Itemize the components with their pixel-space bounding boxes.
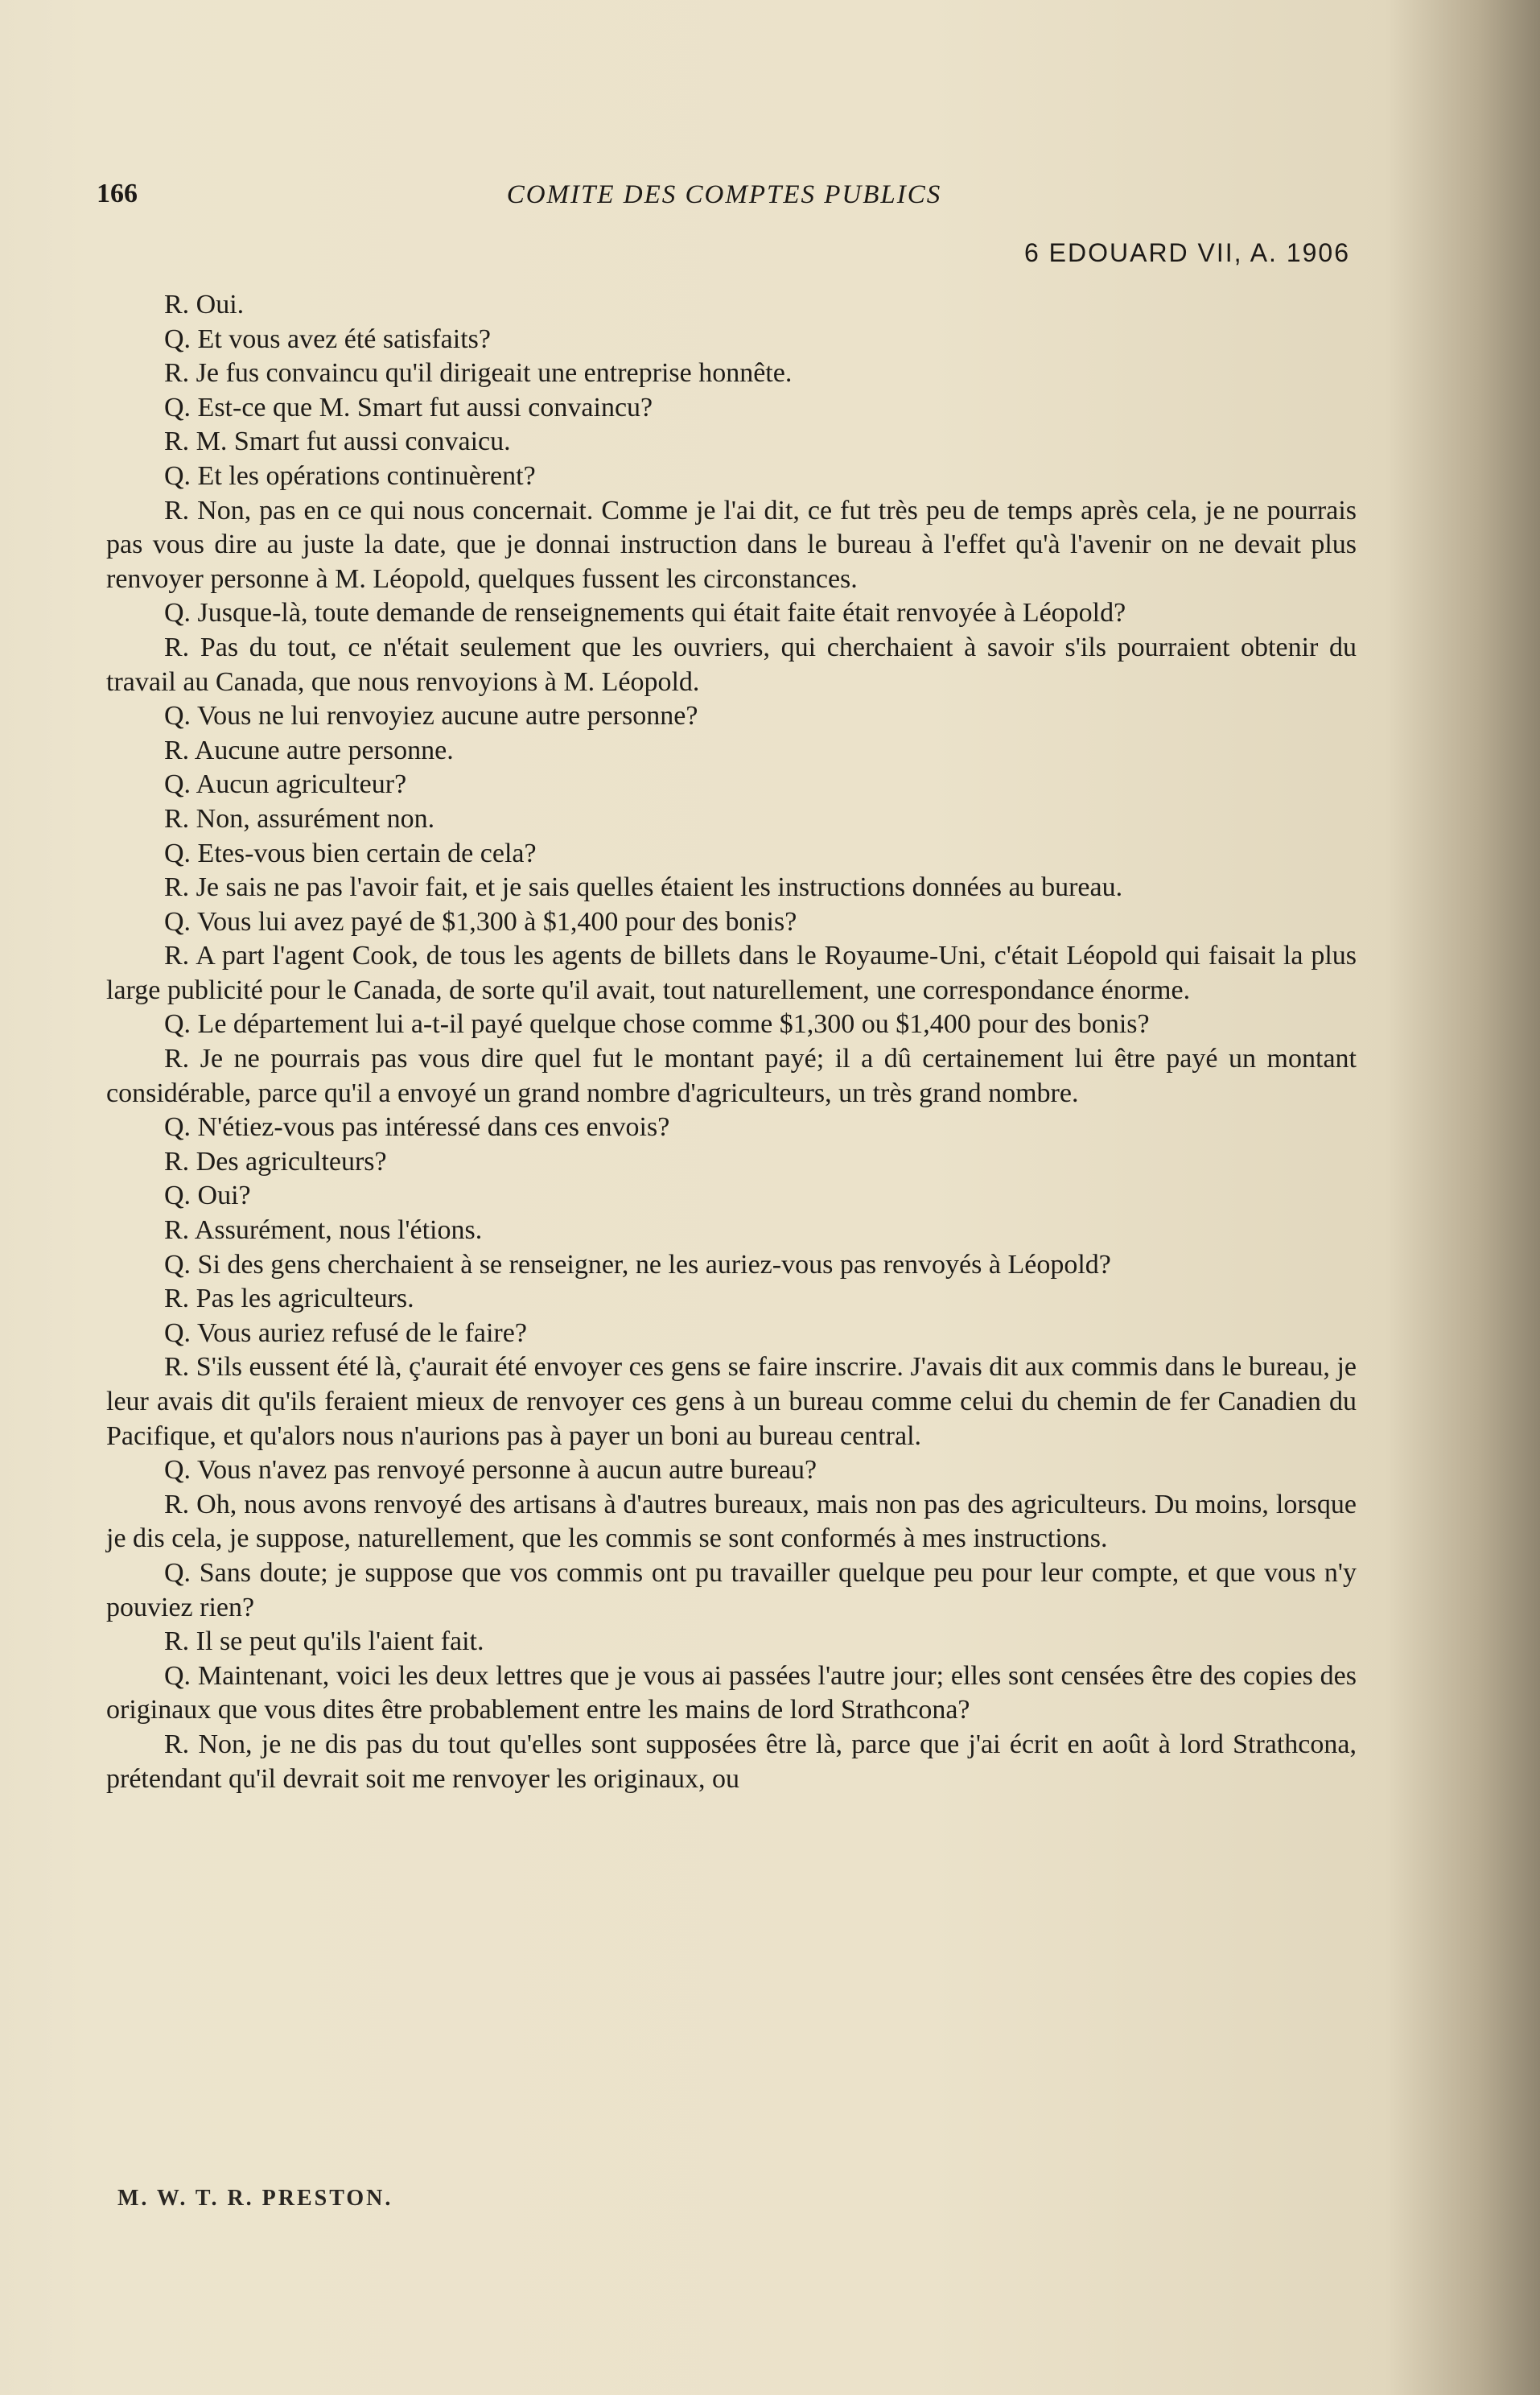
paragraph: R. Je fus convaincu qu'il dirigeait une entreprise honnête.: [164, 358, 793, 389]
page-header: [97, 179, 1352, 219]
paragraph: Q. Sans doute; je suppose que vos commis ont pu travailler quelque peu pour leur compte, et que vous n'y pouviez rien?: [106, 1557, 1357, 1622]
paragraph: Q. Aucun agriculteur?: [164, 769, 407, 800]
paragraph: R. Je sais ne pas l'avoir fait, et je sais quelles étaient les instructions données au bureau.: [164, 872, 1123, 903]
paragraph: R. Non, assurément non.: [164, 803, 435, 834]
paragraph: Q. Jusque-là, toute demande de renseignements qui était faite était renvoyée à Léopold?: [164, 598, 1126, 629]
paragraph: Q. Vous lui avez payé de $1,300 à $1,400 pour des bonis?: [164, 906, 797, 937]
transcript-body: [106, 288, 1357, 1796]
paragraph: R. Oui.: [164, 290, 245, 319]
paragraph: R. Je ne pourrais pas vous dire quel fut le montant payé; il a dû certainement lui être payé un montant considérable, parce qu'il a envoyé un grand nombre d'agriculteurs, un très grand nombre.: [106, 1044, 1357, 1108]
page-number: 166: [97, 179, 138, 208]
running-title: COMITE DES COMPTES PUBLICS: [506, 180, 942, 209]
paragraph: R. Non, je ne dis pas du tout qu'elles sont supposées être là, parce que j'ai écrit en août à lord Strathcona, prétendant qu'il devrait soit me renvoyer les originaux, ou: [106, 1729, 1357, 1794]
paragraph: R. Il se peut qu'ils l'aient fait.: [164, 1626, 484, 1657]
paragraph: R. S'ils eussent été là, ç'aurait été envoyer ces gens se faire inscrire. J'avais dit aux commis dans le bureau, je leur avais dit qu'ils feraient mieux de renvoyer ces gens à un bureau comme celui du chemin de fer Canadien du Pacifique, et qu'alors nous n'aurions pas à payer un boni au bureau central.: [106, 1352, 1357, 1451]
paragraph: Q. Le département lui a-t-il payé quelque chose comme $1,300 ou $1,400 pour des bonis?: [164, 1009, 1150, 1040]
paragraph: Q. Maintenant, voici les deux lettres que je vous ai passées l'autre jour; elles sont censées être des copies des originaux que vous dites être probablement entre les mains de lord Strathcona?: [106, 1660, 1357, 1725]
paragraph: Q. Et vous avez été satisfaits?: [164, 324, 491, 354]
paragraph: Q. Est-ce que M. Smart fut aussi convaincu?: [164, 392, 653, 423]
paragraph: R. Aucune autre personne.: [164, 735, 454, 765]
paragraph: R. M. Smart fut aussi convaicu.: [164, 427, 511, 457]
paragraph: R. A part l'agent Cook, de tous les agents de billets dans le Royaume-Uni, c'était Léopold qui faisait la plus large publicité pour le Canada, de sorte qu'il avait, tout naturellement, une correspondance énorme.: [106, 941, 1357, 1005]
footer-signature: M. W. T. R. PRESTON.: [117, 2186, 393, 2211]
paragraph: Q. Et les opérations continuèrent?: [164, 460, 536, 491]
paragraph: Q. Etes-vous bien certain de cela?: [164, 838, 537, 868]
paragraph: R. Oh, nous avons renvoyé des artisans à d'autres bureaux, mais non pas des agriculteurs. Du moins, lorsque je dis cela, je suppose, naturellement, que les commis se sont conformés à mes instructions.: [106, 1489, 1357, 1554]
paragraph: Q. N'étiez-vous pas intéressé dans ces envois?: [164, 1112, 670, 1143]
paragraph: Q. Oui?: [164, 1181, 251, 1211]
paragraph: R. Des agriculteurs?: [164, 1146, 387, 1177]
paragraph: Q. Si des gens cherchaient à se renseigner, ne les auriez-vous pas renvoyés à Léopold?: [164, 1249, 1111, 1280]
paragraph: Q. Vous n'avez pas renvoyé personne à aucun autre bureau?: [164, 1455, 817, 1486]
paragraph: R. Pas les agriculteurs.: [164, 1284, 414, 1314]
paragraph: R. Non, pas en ce qui nous concernait. Comme je l'ai dit, ce fut très peu de temps après cela, je ne pourrais pas vous dire au juste la date, que je donnai instruction dans le bureau à l'effet qu'à l'avenir on ne devait plus renvoyer personne à M. Léopold, quelques fussent les circonstances.: [106, 495, 1357, 594]
paragraph: Q. Vous ne lui renvoyiez aucune autre personne?: [164, 701, 698, 732]
paragraph: R. Pas du tout, ce n'était seulement que les ouvriers, qui cherchaient à savoir s'ils pourraient obtenir du travail au Canada, que nous renvoyions à M. Léopold.: [106, 632, 1357, 697]
paragraph: Q. Vous auriez refusé de le faire?: [164, 1317, 527, 1348]
paragraph: R. Assurément, nous l'étions.: [164, 1215, 483, 1246]
session-label: 6 EDOUARD VII, A. 1906: [1023, 238, 1350, 267]
